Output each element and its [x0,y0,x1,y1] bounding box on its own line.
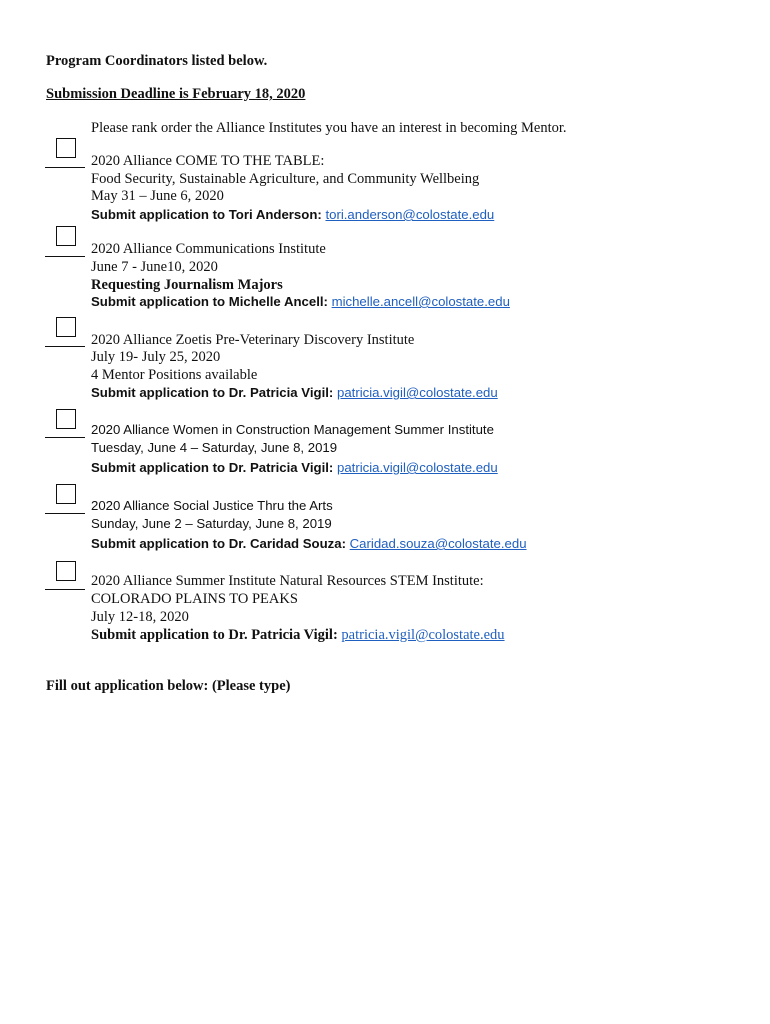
institute-3-title: 2020 Alliance Zoetis Pre-Veterinary Discovery Institute [91,332,415,348]
institute-6-submit [91,626,505,644]
institute-1-submit [91,206,494,224]
institute-2-note: Requesting Journalism Majors [91,277,283,293]
rank-checkbox-4[interactable] [56,409,76,429]
institute-4-submit [91,459,498,477]
institute-1-dates: May 31 – June 6, 2020 [91,188,224,204]
institute-4-email-link[interactable]: patricia.vigil@colostate.edu [336,460,498,475]
institute-1-submit-label: Submit application to Tori Anderson: [91,207,322,222]
institute-3-email-link[interactable]: patricia.vigil@colostate.edu [336,385,498,400]
rank-checkbox-6[interactable] [56,561,76,581]
deadline-heading: Submission Deadline is February 18, 2020 [46,86,306,102]
fill-out-heading: Fill out application below: (Please type) [46,678,291,694]
institute-6-subtitle: COLORADO PLAINS TO PEAKS [91,591,298,607]
rank-line-5 [45,513,85,514]
institute-2-email-link[interactable]: michelle.ancell@colostate.edu [331,294,510,309]
institute-3-positions: 4 Mentor Positions available [91,367,258,383]
institute-3-submit [91,384,498,402]
rank-instruction: Please rank order the Alliance Institutes you have an interest in becoming Mentor. [91,120,567,136]
institute-5-title: 2020 Alliance Social Justice Thru the Arts [91,498,333,513]
rank-line-2 [45,256,85,257]
institute-6-submit-label: Submit application to Dr. Patricia Vigil: [91,627,338,643]
institute-1-title: 2020 Alliance COME TO THE TABLE: [91,153,325,169]
institute-2-submit [91,293,510,311]
rank-checkbox-1[interactable] [56,138,76,158]
institute-6-dates: July 12-18, 2020 [91,609,189,625]
institute-5-submit [91,535,527,553]
institute-5-submit-label: Submit application to Dr. Caridad Souza: [91,536,346,551]
institute-1-subtitle: Food Security, Sustainable Agriculture, and Community Wellbeing [91,171,480,187]
rank-line-6 [45,589,85,590]
institute-6-email-link[interactable]: patricia.vigil@colostate.edu [341,627,505,643]
institute-4-submit-label: Submit application to Dr. Patricia Vigil: [91,460,334,475]
rank-checkbox-5[interactable] [56,484,76,504]
institute-5-email-link[interactable]: Caridad.souza@colostate.edu [349,536,527,551]
rank-checkbox-2[interactable] [56,226,76,246]
rank-line-4 [45,437,85,438]
rank-checkbox-3[interactable] [56,317,76,337]
institute-6-title: 2020 Alliance Summer Institute Natural Resources STEM Institute: [91,573,484,589]
rank-line-1 [45,167,85,168]
rank-line-3 [45,346,85,347]
institute-2-title: 2020 Alliance Communications Institute [91,241,326,257]
institute-4-dates: Tuesday, June 4 – Saturday, June 8, 2019 [91,440,338,455]
institute-3-submit-label: Submit application to Dr. Patricia Vigil: [91,385,334,400]
institute-2-submit-label: Submit application to Michelle Ancell: [91,294,328,309]
institute-3-dates: July 19- July 25, 2020 [91,349,221,365]
institute-2-dates: June 7 - June10, 2020 [91,259,218,275]
institute-4-title: 2020 Alliance Women in Construction Management Summer Institute [91,422,494,437]
coordinators-heading: Program Coordinators listed below. [46,53,268,69]
institute-5-dates: Sunday, June 2 – Saturday, June 8, 2019 [91,516,332,531]
institute-1-email-link[interactable]: tori.anderson@colostate.edu [325,207,495,222]
